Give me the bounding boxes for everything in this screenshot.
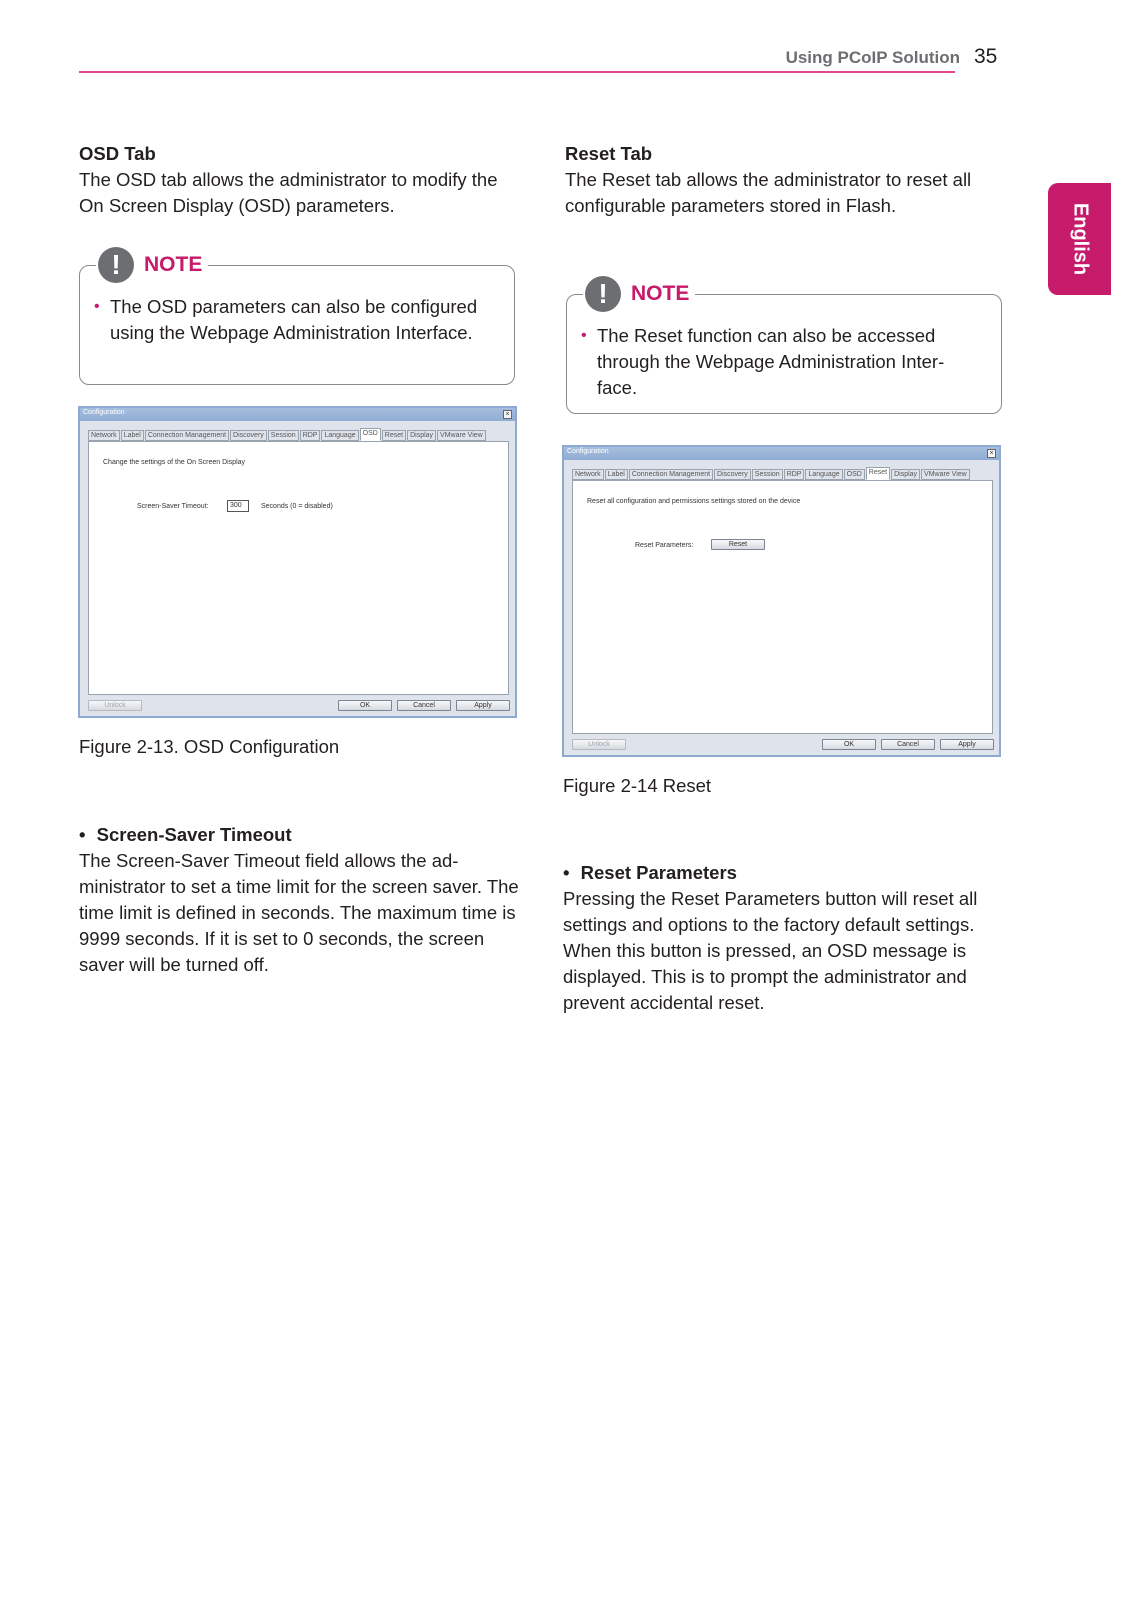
section-title: Reset Tab bbox=[565, 143, 653, 164]
tab-panel bbox=[88, 441, 509, 695]
reset-parameters-button[interactable]: Reset bbox=[711, 539, 765, 550]
note-body bbox=[581, 323, 991, 401]
note-item bbox=[581, 323, 961, 401]
tab-language[interactable]: Language bbox=[321, 430, 358, 441]
tab-language[interactable]: Language bbox=[805, 469, 842, 480]
note-box bbox=[79, 249, 515, 385]
screen-saver-timeout-input[interactable]: 300 bbox=[227, 500, 249, 512]
panel-description: Reset all configuration and permissions settings stored on the device bbox=[587, 498, 801, 505]
note-label: NOTE bbox=[631, 282, 690, 305]
screen-saver-timeout-section bbox=[79, 822, 519, 978]
reset-parameters-label: Reset Parameters: bbox=[635, 542, 694, 549]
tab-osd[interactable]: OSD bbox=[360, 428, 381, 441]
tab-connection-management[interactable]: Connection Management bbox=[629, 469, 713, 480]
tab-session[interactable]: Session bbox=[752, 469, 783, 480]
tab-rdp[interactable]: RDP bbox=[300, 430, 321, 441]
ok-button[interactable]: OK bbox=[338, 700, 392, 711]
reset-parameters-section bbox=[563, 860, 1003, 1016]
bullet-title: Screen-Saver Timeout bbox=[96, 824, 292, 845]
tab-label[interactable]: Label bbox=[121, 430, 144, 441]
bullet-heading bbox=[563, 860, 1003, 886]
note-text: The Reset function can also be accessed through the Webpage Administration Inter- face. bbox=[597, 325, 945, 398]
tab-reset[interactable]: Reset bbox=[382, 430, 406, 441]
panel-description: Change the settings of the On Screen Display bbox=[103, 459, 246, 466]
tab-discovery[interactable]: Discovery bbox=[230, 430, 267, 441]
tab-vmware-view[interactable]: VMware View bbox=[437, 430, 486, 441]
tab-bar bbox=[88, 428, 487, 441]
note-item bbox=[94, 294, 504, 346]
ok-button[interactable]: OK bbox=[822, 739, 876, 750]
unlock-button[interactable]: Unlock bbox=[572, 739, 626, 750]
note-header bbox=[96, 247, 208, 283]
page-number: 35 bbox=[974, 45, 998, 68]
timeout-hint: Seconds (0 = disabled) bbox=[261, 503, 333, 510]
section-intro: The Reset tab allows the administrator to reset all configurable parameters stored in Flash. bbox=[565, 169, 972, 216]
tab-osd[interactable]: OSD bbox=[844, 469, 865, 480]
bullet-text: The Screen-Saver Timeout field allows the ad- ministrator to set a time limit for the screen saver. The time limit is defined in seconds. The maximum time is 9999 seconds. If it is set to 0 seconds, the screen saver will be turned off. bbox=[79, 850, 519, 975]
bullet-icon: • bbox=[581, 327, 587, 344]
cancel-button[interactable]: Cancel bbox=[881, 739, 935, 750]
tab-discovery[interactable]: Discovery bbox=[714, 469, 751, 480]
tab-display[interactable]: Display bbox=[891, 469, 920, 480]
figure-caption: Figure 2-14 Reset bbox=[563, 775, 712, 796]
tab-display[interactable]: Display bbox=[407, 430, 436, 441]
tab-reset[interactable]: Reset bbox=[866, 467, 890, 480]
exclamation-icon: ! bbox=[585, 276, 621, 312]
language-side-tab bbox=[1048, 183, 1111, 295]
window-titlebar bbox=[564, 447, 999, 460]
note-box bbox=[566, 278, 1002, 414]
exclamation-icon: ! bbox=[98, 247, 134, 283]
bullet-marker: • bbox=[79, 824, 86, 845]
reset-tab-section bbox=[565, 141, 1003, 219]
osd-tab-section bbox=[79, 141, 517, 219]
bullet-icon: • bbox=[94, 298, 100, 315]
bullet-text: Pressing the Reset Parameters button will reset all settings and options to the factory default settings. When this button is pressed, an OSD message is displayed. This is to prompt the administrator and prevent accidental reset. bbox=[563, 888, 978, 1013]
window-titlebar bbox=[80, 408, 515, 421]
language-side-tab-label: English bbox=[1069, 202, 1091, 276]
note-text: The OSD parameters can also be configured using the Webpage Administration Interface. bbox=[110, 296, 478, 343]
running-header-title: Using PCoIP Solution bbox=[785, 48, 960, 67]
note-label: NOTE bbox=[144, 253, 203, 276]
osd-configuration-screenshot bbox=[78, 406, 517, 718]
bullet-heading bbox=[79, 822, 519, 848]
apply-button[interactable]: Apply bbox=[456, 700, 510, 711]
tab-connection-management[interactable]: Connection Management bbox=[145, 430, 229, 441]
tab-panel bbox=[572, 480, 993, 734]
header-rule bbox=[79, 71, 955, 73]
section-title: OSD Tab bbox=[79, 143, 156, 164]
bullet-marker: • bbox=[563, 862, 570, 883]
section-intro: The OSD tab allows the administrator to modify the On Screen Display (OSD) parameters. bbox=[79, 169, 498, 216]
close-icon[interactable]: × bbox=[987, 449, 996, 458]
tab-network[interactable]: Network bbox=[572, 469, 604, 480]
note-body bbox=[94, 294, 504, 346]
reset-configuration-screenshot bbox=[562, 445, 1001, 757]
screen-saver-timeout-label: Screen-Saver Timeout: bbox=[137, 503, 209, 510]
tab-vmware-view[interactable]: VMware View bbox=[921, 469, 970, 480]
window-title: Configuration bbox=[567, 448, 609, 455]
apply-button[interactable]: Apply bbox=[940, 739, 994, 750]
tab-session[interactable]: Session bbox=[268, 430, 299, 441]
window-title: Configuration bbox=[83, 409, 125, 416]
tab-label[interactable]: Label bbox=[605, 469, 628, 480]
figure-caption: Figure 2-13. OSD Configuration bbox=[79, 736, 340, 757]
tab-bar bbox=[572, 467, 971, 480]
tab-rdp[interactable]: RDP bbox=[784, 469, 805, 480]
unlock-button[interactable]: Unlock bbox=[88, 700, 142, 711]
tab-network[interactable]: Network bbox=[88, 430, 120, 441]
bullet-title: Reset Parameters bbox=[580, 862, 737, 883]
cancel-button[interactable]: Cancel bbox=[397, 700, 451, 711]
note-header bbox=[583, 276, 695, 312]
close-icon[interactable]: × bbox=[503, 410, 512, 419]
